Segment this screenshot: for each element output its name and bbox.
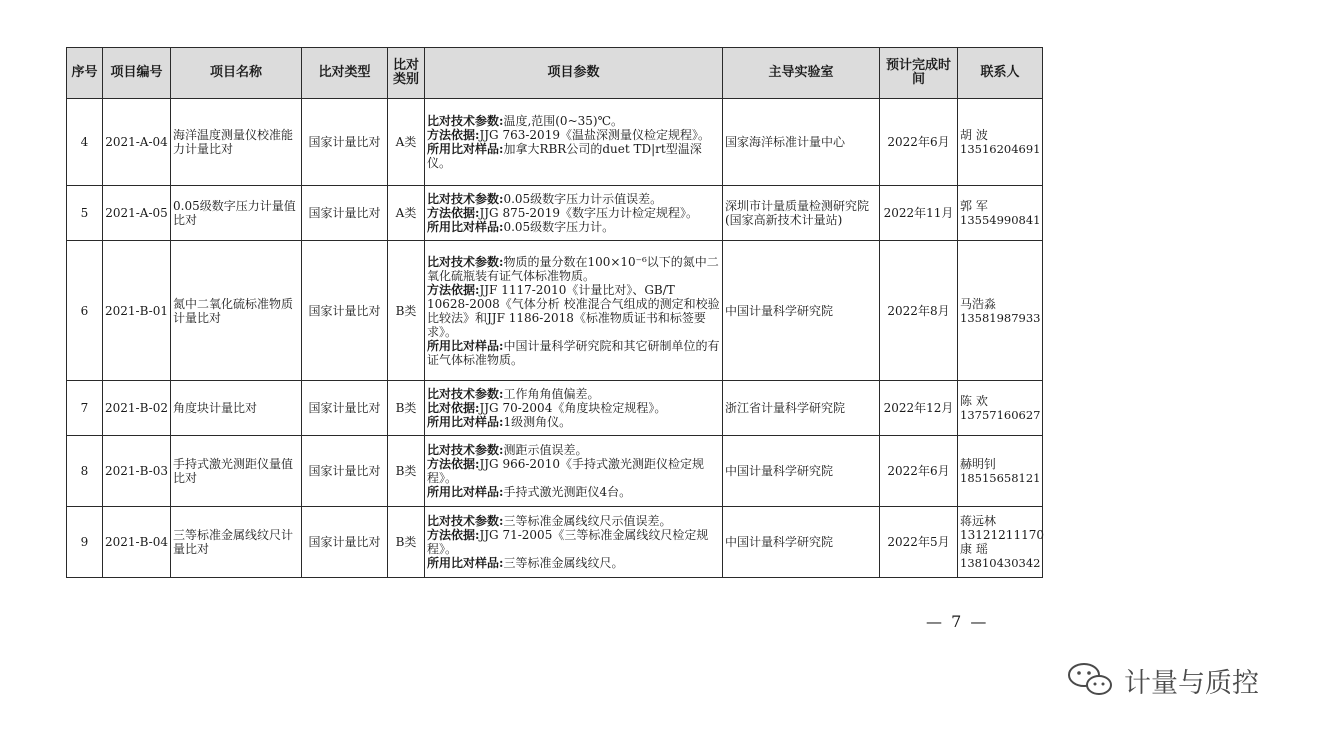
param-value: 物质的量分数在100×10⁻⁶以下的氮中二氧化硫瓶装有证气体标准物质。 [427, 254, 719, 283]
cell-date: 2022年6月 [880, 99, 958, 186]
page-number: — 7 — [926, 612, 989, 631]
cell-code: 2021-B-01 [103, 241, 171, 381]
cell-params [425, 381, 723, 436]
param-key: 方法依据: [427, 206, 480, 220]
cell-lab: 中国计量科学研究院 [723, 241, 880, 381]
cell-params [425, 436, 723, 507]
table-row [67, 507, 1043, 578]
cell-name: 三等标准金属线纹尺计量比对 [171, 507, 302, 578]
cell-contact [958, 381, 1043, 436]
cell-lab: 浙江省计量科学研究院 [723, 381, 880, 436]
cell-no: 6 [67, 241, 103, 381]
param-line [427, 142, 720, 170]
param-line [427, 192, 720, 206]
header-code: 项目编号 [103, 48, 171, 99]
cell-no: 8 [67, 436, 103, 507]
cell-code: 2021-B-04 [103, 507, 171, 578]
header-contact: 联系人 [958, 48, 1043, 99]
contact-name: 郭 军 [960, 199, 988, 213]
table-row [67, 436, 1043, 507]
cell-name: 海洋温度测量仪校准能力计量比对 [171, 99, 302, 186]
param-line [427, 415, 720, 429]
table-header-row [67, 48, 1043, 99]
param-line [427, 114, 720, 128]
param-key: 方法依据: [427, 128, 480, 142]
param-key: 比对技术参数: [427, 387, 504, 401]
cell-name: 0.05级数字压力计量值比对 [171, 186, 302, 241]
table-row [67, 186, 1043, 241]
contact-name: 赫明钊 [960, 457, 997, 471]
param-line [427, 255, 720, 283]
param-line [427, 528, 720, 556]
param-line [427, 401, 720, 415]
param-key: 所用比对样品: [427, 415, 504, 429]
header-name: 项目名称 [171, 48, 302, 99]
param-line [427, 556, 720, 570]
cell-contact [958, 507, 1043, 578]
contact-name: 陈 欢 [960, 394, 988, 408]
cell-date: 2022年8月 [880, 241, 958, 381]
param-key: 所用比对样品: [427, 485, 504, 499]
contact-name: 蒋远林 13121211170 康 瑶 [960, 514, 1044, 556]
cell-params [425, 186, 723, 241]
param-value: 0.05级数字压力计。 [503, 220, 615, 234]
contact-name: 胡 波 [960, 128, 988, 142]
param-line [427, 514, 720, 528]
cell-code: 2021-A-05 [103, 186, 171, 241]
cell-no: 5 [67, 186, 103, 241]
param-value: 工作角角值偏差。 [503, 387, 600, 401]
param-line [427, 206, 720, 220]
cell-code: 2021-B-02 [103, 381, 171, 436]
param-key: 所用比对样品: [427, 556, 504, 570]
header-type: 比对类型 [302, 48, 388, 99]
header-date: 预计完成时间 [880, 48, 958, 99]
cell-name: 手持式激光测距仪量值比对 [171, 436, 302, 507]
param-key: 比对技术参数: [427, 443, 504, 457]
cell-name: 氮中二氧化硫标准物质计量比对 [171, 241, 302, 381]
cell-type: 国家计量比对 [302, 241, 388, 381]
param-key: 所用比对样品: [427, 220, 504, 234]
cell-type: 国家计量比对 [302, 507, 388, 578]
project-table [66, 47, 1043, 578]
cell-type: 国家计量比对 [302, 186, 388, 241]
param-value: 温度,范围(0~35)℃。 [503, 114, 623, 128]
cell-date: 2022年6月 [880, 436, 958, 507]
contact-phone: 18515658121 [960, 471, 1041, 485]
watermark [1066, 660, 1259, 700]
header-category: 比对类别 [388, 48, 425, 99]
cell-category: B类 [388, 507, 425, 578]
header-no: 序号 [67, 48, 103, 99]
table-row [67, 99, 1043, 186]
param-value: JJF 1117-2010《计量比对》、GB/T 10628-2008《气体分析 校准混合气组成的测定和校验比较法》和JJF 1186-2018《标准物质证书和标签要求》。 [427, 282, 720, 339]
param-key: 所用比对样品: [427, 338, 504, 353]
param-line [427, 387, 720, 401]
cell-type: 国家计量比对 [302, 436, 388, 507]
param-line [427, 339, 720, 367]
param-value: 三等标准金属线纹尺。 [503, 556, 624, 570]
contact-phone: 13810430342 [960, 556, 1041, 570]
param-key: 比对技术参数: [427, 254, 504, 269]
cell-category: A类 [388, 99, 425, 186]
table-row [67, 381, 1043, 436]
cell-code: 2021-A-04 [103, 99, 171, 186]
contact-name: 马浩淼 [960, 296, 997, 311]
cell-category: B类 [388, 381, 425, 436]
wechat-icon [1066, 660, 1118, 700]
cell-category: B类 [388, 241, 425, 381]
cell-date: 2022年5月 [880, 507, 958, 578]
contact-phone: 13581987933 [960, 310, 1041, 325]
cell-contact [958, 241, 1043, 381]
cell-no: 7 [67, 381, 103, 436]
cell-no: 9 [67, 507, 103, 578]
param-key: 方法依据: [427, 457, 480, 471]
cell-lab: 深圳市计量质量检测研究院(国家高新技术计量站) [723, 186, 880, 241]
param-line [427, 283, 720, 339]
param-value: 1级测角仪。 [503, 415, 572, 429]
contact-phone: 13554990841 [960, 213, 1041, 227]
cell-name: 角度块计量比对 [171, 381, 302, 436]
param-value: 手持式激光测距仪4台。 [503, 485, 632, 499]
cell-category: A类 [388, 186, 425, 241]
header-lab: 主导实验室 [723, 48, 880, 99]
cell-contact [958, 99, 1043, 186]
cell-no: 4 [67, 99, 103, 186]
param-value: 三等标准金属线纹尺示值误差。 [503, 514, 672, 528]
param-value: 0.05级数字压力计示值误差。 [503, 192, 663, 206]
table-row [67, 241, 1043, 381]
param-key: 比对技术参数: [427, 514, 504, 528]
param-key: 比对技术参数: [427, 192, 504, 206]
cell-lab: 国家海洋标准计量中心 [723, 99, 880, 186]
param-value: JJG 763-2019《温盐深测量仪检定规程》。 [479, 128, 710, 142]
cell-contact [958, 436, 1043, 507]
header-params: 项目参数 [425, 48, 723, 99]
param-key: 所用比对样品: [427, 142, 504, 156]
param-value: JJG 70-2004《角度块检定规程》。 [479, 401, 667, 415]
param-key: 比对依据: [427, 401, 480, 415]
param-line [427, 457, 720, 485]
watermark-text: 计量与质控 [1124, 667, 1259, 699]
param-value: JJG 71-2005《三等标准金属线纹尺检定规程》。 [427, 528, 709, 556]
param-line [427, 443, 720, 457]
cell-lab: 中国计量科学研究院 [723, 436, 880, 507]
cell-date: 2022年12月 [880, 381, 958, 436]
cell-type: 国家计量比对 [302, 99, 388, 186]
cell-params [425, 241, 723, 381]
cell-category: B类 [388, 436, 425, 507]
param-value: JJG 966-2010《手持式激光测距仪检定规程》。 [427, 457, 704, 485]
param-key: 比对技术参数: [427, 114, 504, 128]
cell-type: 国家计量比对 [302, 381, 388, 436]
param-value: JJG 875-2019《数字压力计检定规程》。 [479, 206, 698, 220]
cell-date: 2022年11月 [880, 186, 958, 241]
cell-lab: 中国计量科学研究院 [723, 507, 880, 578]
contact-phone: 13516204691 [960, 142, 1041, 156]
cell-contact [958, 186, 1043, 241]
param-key: 方法依据: [427, 528, 480, 542]
param-line [427, 128, 720, 142]
cell-params [425, 507, 723, 578]
param-value: 中国计量科学研究院和其它研制单位的有证气体标准物质。 [427, 338, 720, 367]
contact-phone: 13757160627 [960, 408, 1041, 422]
param-line [427, 220, 720, 234]
param-value: 测距示值误差。 [503, 443, 588, 457]
cell-params [425, 99, 723, 186]
cell-code: 2021-B-03 [103, 436, 171, 507]
param-value: 加拿大RBR公司的duet TD|rt型温深仪。 [427, 142, 702, 170]
param-line [427, 485, 720, 499]
param-key: 方法依据: [427, 282, 480, 297]
